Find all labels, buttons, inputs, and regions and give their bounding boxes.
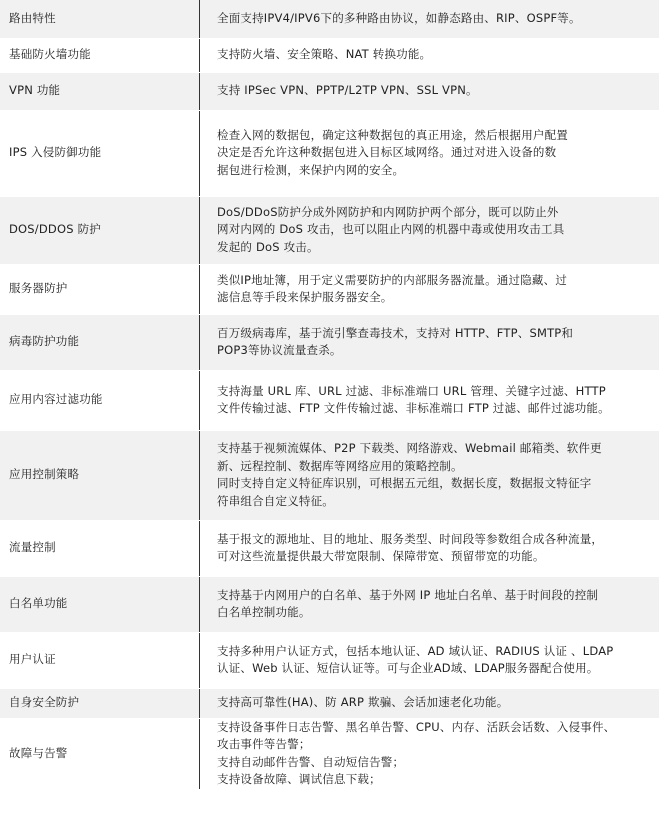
description-line: 符串组合自定义特征。: [217, 493, 334, 508]
table-row: [0, 370, 659, 430]
table-row: [0, 38, 659, 72]
description-line: 发起的 DoS 攻击。: [217, 239, 319, 254]
feature-description: [200, 110, 659, 196]
feature-description: [200, 72, 659, 110]
table-row: [0, 576, 659, 632]
feature-name: 基础防火墙功能: [0, 38, 200, 72]
description-line: 滤信息等手段来保护服务器安全。: [217, 290, 393, 304]
description-line: 支持多种用户认证方式，包括本地认证、AD 域认证、RADIUS 认证 、LDAP: [217, 643, 614, 658]
feature-description: [200, 688, 659, 718]
feature-name: 路由特性: [0, 0, 200, 38]
description-line: 检查入网的数据包，确定这种数据包的真正用途，然后根据用户配置: [217, 127, 568, 142]
description-line: 同时支持自定义特征库识别，可根据五元组，数据长度，数据报文特征字: [217, 476, 592, 490]
description-line: 百万级病毒库，基于流引擎查毒技术，支持对 HTTP、FTP、SMTP和: [217, 325, 574, 340]
table-row: [0, 0, 659, 38]
feature-name: 自身安全防护: [0, 688, 200, 718]
description-line: 支持基于视频流媒体、P2P 下载类、网络游戏、Webmail 邮箱类、软件更: [217, 441, 602, 455]
table-row: [0, 196, 659, 264]
feature-description: [200, 632, 659, 688]
feature-name: 应用内容过滤功能: [0, 370, 200, 430]
description-line: 可对这些流量提供最大带宽限制、保障带宽、预留带宽的功能。: [217, 549, 545, 563]
feature-name: 白名单功能: [0, 576, 200, 632]
description-line: 支持基于内网用户的白名单、基于外网 IP 地址白名单、基于时间段的控制: [217, 587, 599, 602]
description-line: 网对内网的 DoS 攻击，也可以阻止内网的机器中毒或使用攻击工具: [217, 222, 565, 237]
feature-description: [200, 0, 659, 38]
description-line: 类似IP地址簿，用于定义需要防护的内部服务器流量。通过隐藏、过: [217, 272, 568, 287]
description-line: POP3等协议流量查杀。: [217, 343, 342, 357]
feature-description: [200, 576, 659, 632]
feature-name: 流量控制: [0, 520, 200, 576]
feature-description: [200, 264, 659, 314]
feature-description: [200, 520, 659, 576]
description-line: 基于报文的源地址、目的地址、服务类型、时间段等参数组合成各种流量，: [217, 531, 604, 546]
description-line: 支持设备事件日志告警、黑名单告警、CPU、内存、活跃会话数、入侵事件、: [217, 719, 616, 734]
feature-name: 服务器防护: [0, 264, 200, 314]
feature-description: [200, 430, 659, 520]
description-line: 支持设备故障、调试信息下载；: [217, 772, 381, 786]
description-line: 支持海量 URL 库、URL 过滤、非标准端口 URL 管理、关键字过滤、HTTP: [217, 383, 606, 398]
feature-description: [200, 196, 659, 264]
table-row: [0, 688, 659, 718]
description-line: 支持高可靠性(HA)、防 ARP 欺骗、会话加速老化功能。: [217, 695, 509, 710]
description-line: 文件传输过滤、FTP 文件传输过滤、非标准端口 FTP 过滤、邮件过滤功能。: [217, 401, 610, 415]
table-row: [0, 314, 659, 370]
description-line: 攻击事件等告警；: [217, 737, 311, 751]
description-line: 认证、Web 认证、短信认证等。可与企业AD域、LDAP服务器配合使用。: [217, 661, 599, 675]
table-row: [0, 264, 659, 314]
feature-description: [200, 38, 659, 72]
table-row: [0, 632, 659, 688]
feature-description: [200, 314, 659, 370]
description-line: 据包进行检测，来保护内网的安全。: [217, 162, 405, 177]
description-line: 决定是否允许这种数据包进入目标区域网络。通过对进入设备的数: [217, 145, 557, 160]
feature-name: 应用控制策略: [0, 430, 200, 520]
table-row: [0, 110, 659, 196]
description-line: 白名单控制功能。: [217, 605, 311, 619]
description-line: 全面支持IPV4/IPV6下的多种路由协议，如静态路由、RIP、OSPF等。: [217, 11, 581, 25]
feature-name: VPN 功能: [0, 72, 200, 110]
description-line: 支持 IPSec VPN、PPTP/L2TP VPN、SSL VPN。: [217, 83, 478, 98]
description-line: 新、远程控制、数据库等网络应用的策略控制。: [217, 458, 463, 473]
feature-name: 故障与告警: [0, 718, 200, 789]
description-line: DoS/DDoS防护分成外网防护和内网防护两个部分，既可以防止外: [217, 204, 559, 219]
table-row: [0, 72, 659, 110]
description-line: 支持防火墙、安全策略、NAT 转换功能。: [217, 47, 432, 62]
table-row: [0, 718, 659, 789]
description-line: 支持自动邮件告警、自动短信告警；: [217, 754, 405, 769]
feature-description: [200, 370, 659, 430]
table-row: [0, 520, 659, 576]
table-row: [0, 430, 659, 520]
feature-name: 用户认证: [0, 632, 200, 688]
feature-description: [200, 718, 659, 789]
feature-name: 病毒防护功能: [0, 314, 200, 370]
feature-name: DOS/DDOS 防护: [0, 196, 200, 264]
feature-name: IPS 入侵防御功能: [0, 110, 200, 196]
